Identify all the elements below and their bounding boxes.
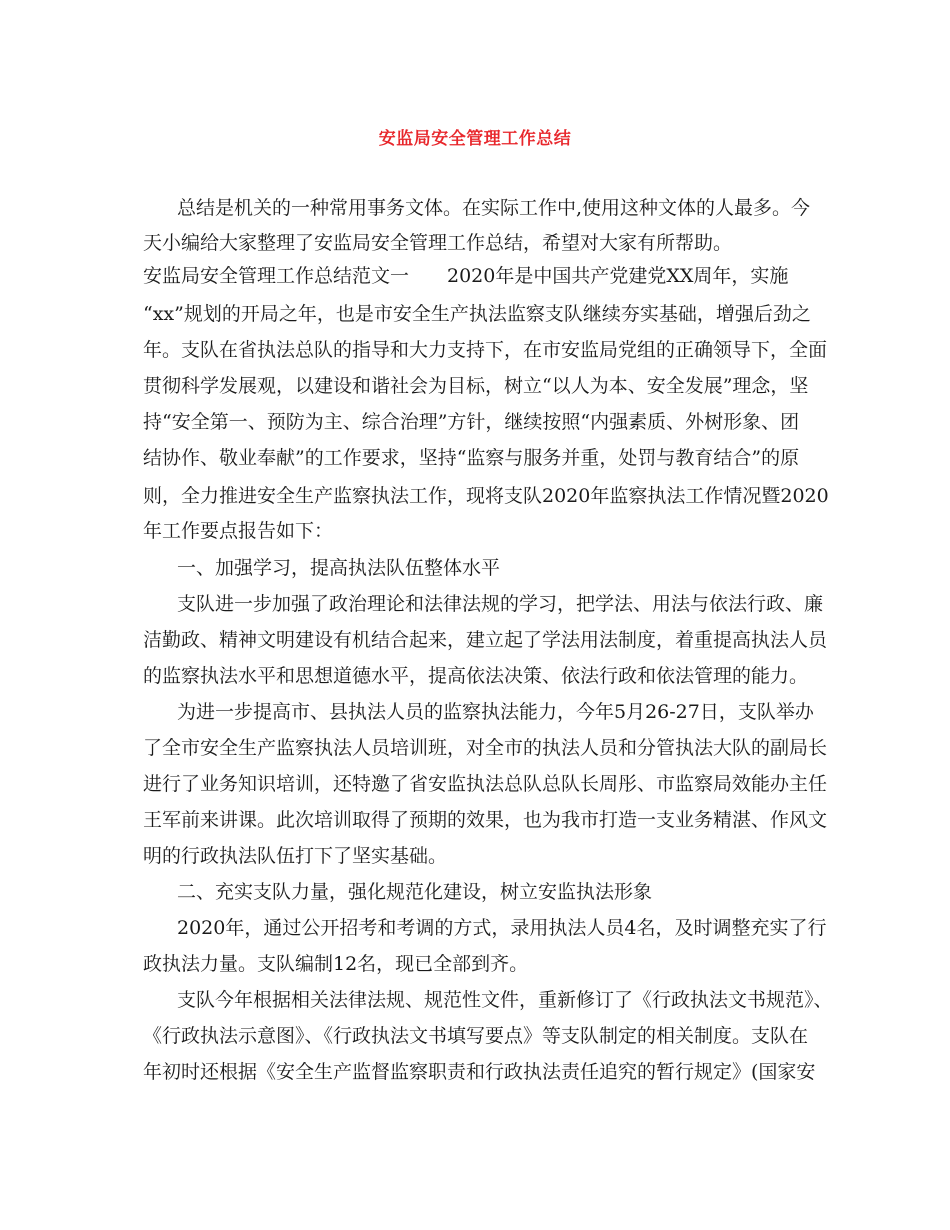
- paragraph-line: 安监局安全管理工作总结范文一 2020年是中国共产党建党XX周年，实施: [143, 265, 789, 287]
- paragraph-line: 贯彻科学发展观，以建设和谐社会为目标，树立“以人为本、安全发展”理念，坚: [143, 375, 809, 397]
- document-title: 安监局安全管理工作总结: [378, 129, 572, 149]
- paragraph-line: 了全市安全生产监察执法人员培训班，对全市的执法人员和分管执法大队的副局长: [143, 737, 828, 759]
- paragraph-line: 政执法力量。支队编制12名，现已全部到齐。: [143, 953, 529, 975]
- paragraph-line: 明的行政执法队伍打下了坚实基础。: [143, 845, 448, 867]
- paragraph-line: 王军前来讲课。此次培训取得了预期的效果，也为我市打造一支业务精湛、作风文: [143, 809, 828, 831]
- paragraph-line: 2020年，通过公开招考和考调的方式，录用执法人员4名，及时调整充实了行: [177, 917, 827, 939]
- section-heading: 一、加强学习，提高执法队伍整体水平: [177, 557, 501, 579]
- paragraph-line: 持“安全第一、预防为主、综合治理”方针，继续按照“内强素质、外树形象、团: [143, 411, 800, 433]
- paragraph-line: 年。支队在省执法总队的指导和大力支持下，在市安监局党组的正确领导下，全面: [143, 339, 828, 361]
- paragraph-line: 的监察执法水平和思想道德水平，提高依法决策、依法行政和依法管理的能力。: [143, 665, 809, 687]
- paragraph-line: 年工作要点报告如下：: [143, 520, 334, 542]
- paragraph-line: 则，全力推进安全生产监察执法工作，现将支队2020年监察执法工作情况暨2020: [143, 485, 829, 507]
- paragraph-line: 《行政执法示意图》、《行政执法文书填写要点》等支队制定的相关制度。支队在: [143, 1025, 809, 1047]
- paragraph-line: 为进一步提高市、县执法人员的监察执法能力，今年5月26-27日，支队举办: [177, 701, 814, 723]
- paragraph-line: 结协作、敬业奉献”的工作要求，坚持“监察与服务并重，处罚与教育结合”的原: [143, 447, 800, 469]
- paragraph-line: 总结是机关的一种常用事务文体。在实际工作中,使用这种文体的人最多。今: [177, 197, 811, 219]
- paragraph-line: 洁勤政、精神文明建设有机结合起来，建立起了学法用法制度，着重提高执法人员: [143, 629, 828, 651]
- paragraph-line: 支队今年根据相关法律法规、规范性文件，重新修订了《行政执法文书规范》、: [177, 989, 833, 1011]
- paragraph-line: “xx”规划的开局之年，也是市安全生产执法监察支队继续夯实基础，增强后劲之: [143, 303, 811, 325]
- section-heading: 二、充实支队力量，强化规范化建设，树立安监执法形象: [177, 881, 653, 903]
- paragraph-line: 天小编给大家整理了安监局安全管理工作总结，希望对大家有所帮助。: [143, 232, 733, 254]
- paragraph-line: 支队进一步加强了政治理论和法律法规的学习，把学法、用法与依法行政、廉: [177, 593, 824, 615]
- paragraph-line: 进行了业务知识培训，还特邀了省安监执法总队总队长周彤、市监察局效能办主任: [143, 773, 828, 795]
- paragraph-line: 年初时还根据《安全生产监督监察职责和行政执法责任追究的暂行规定》(国家安: [143, 1061, 816, 1083]
